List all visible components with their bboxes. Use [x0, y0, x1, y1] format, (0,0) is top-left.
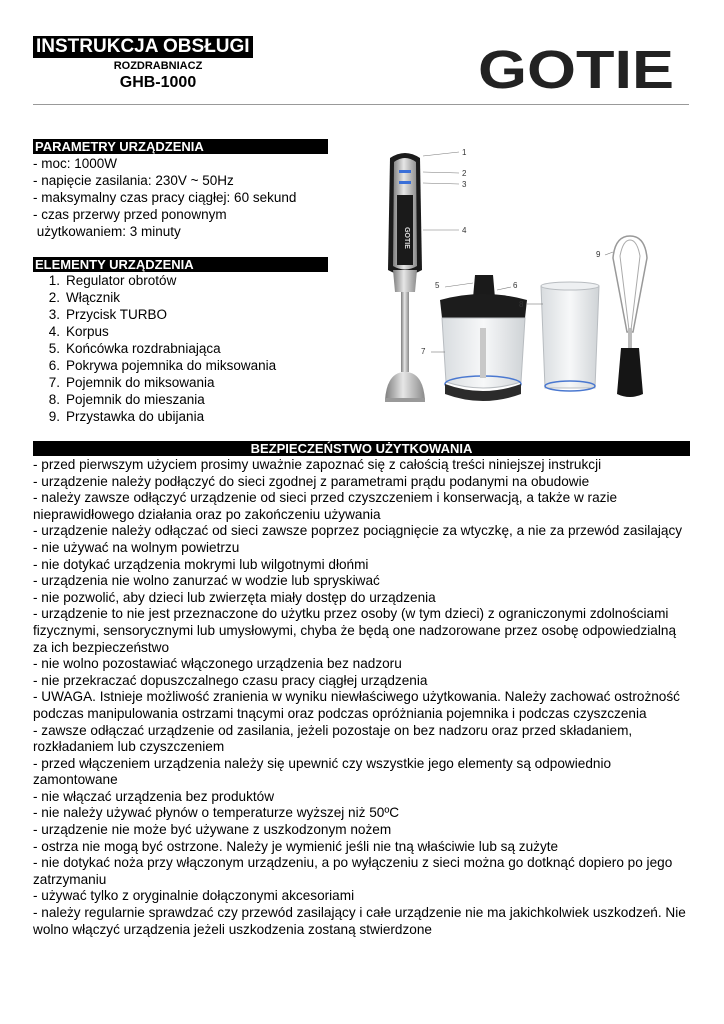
- document-title: INSTRUKCJA OBSŁUGI: [33, 36, 253, 58]
- param-line: - maksymalny czas pracy ciągłej: 60 sekund: [33, 190, 297, 205]
- svg-text:8: 8: [519, 300, 524, 309]
- safety-rule: - nie dotykać urządzenia mokrymi lub wilgotnymi dłońmi: [33, 556, 369, 572]
- safety-rule: - przed pierwszym użyciem prosimy uważnie zapoznać się z całością treści niniejszej instrukcji: [33, 457, 602, 472]
- list-item: 3. Przycisk TURBO: [48, 307, 168, 322]
- svg-text:2: 2: [462, 169, 467, 178]
- list-item: 8. Pojemnik do mieszania: [48, 392, 205, 407]
- svg-text:4: 4: [462, 226, 467, 235]
- safety-heading: BEZPIECZEŃSTWO UŻYTKOWANIA: [33, 441, 690, 456]
- mixing-beaker: [541, 282, 599, 391]
- param-line: użytkowaniem: 3 minuty: [33, 224, 181, 239]
- safety-rule: - przed włączeniem urządzenia należy się upewnić czy wszystkie jego elementy są odpowiednio zamontowane: [33, 755, 612, 788]
- safety-rule: - urządzenia nie wolno zanurzać w wodzie lub spryskiwać: [33, 573, 380, 589]
- whisk-attachment: [613, 236, 647, 397]
- parameters-section: [33, 139, 328, 240]
- list-item: 1. Regulator obrotów: [48, 273, 177, 288]
- safety-rule: - UWAGA. Istnieje możliwość zranienia w wyniku niewłaściwego użytkowania. Należy zachować ostrożność podczas manipulowania ostrzami tnącymi oraz podczas opróżniania pojemnika i podczas czyszczenia: [33, 689, 680, 721]
- brand-logo: [478, 44, 676, 94]
- svg-text:GOTIE: GOTIE: [478, 44, 674, 94]
- safety-rule: - urządzenie należy podłączyć do sieci zgodnej z parametrami prądu podanymi na obudowie: [33, 473, 590, 489]
- list-item: 2. Włącznik: [48, 290, 121, 305]
- safety-rule: - nie włączać urządzenia bez produktów: [33, 788, 275, 804]
- svg-text:7: 7: [421, 347, 426, 356]
- safety-rule: - nie należy używać płynów o temperaturze wyższej niż 50ºC: [33, 805, 400, 821]
- safety-rule: - należy regularnie sprawdzać czy przewód zasilający i całe urządzenie nie ma jakichkolwiek uszkodzeń. Nie wolno włączyć urządzenia jeżeli uszkodzenia zostaną stwierdzone: [33, 905, 686, 937]
- safety-rule: - należy zawsze odłączyć urządzenie od sieci przed czyszczeniem i konserwacją, a także w razie nieprawidłowego działania oraz po zakończeniu używania: [33, 490, 618, 522]
- list-item: 4. Korpus: [48, 324, 109, 339]
- svg-text:9: 9: [596, 250, 601, 259]
- safety-rule: - urządzenie nie może być używane z uszkodzonym nożem: [33, 822, 392, 838]
- safety-rule: - nie wolno pozostawiać włączonego urządzenia bez nadzoru: [33, 656, 402, 672]
- safety-rule: - urządzenie należy odłączać od sieci zawsze poprzez pociągnięcie za wtyczkę, a nie za przewód zasilający: [33, 523, 683, 539]
- safety-rule: - nie dotykać noża przy włączonym urządzeniu, a po wyłączeniu z sieci można go dotknąć dopiero po jego zatrzymaniu: [33, 855, 673, 887]
- list-item: 5. Końcówka rozdrabniająca: [48, 341, 221, 356]
- product-type: ROZDRABNIACZ: [113, 60, 203, 72]
- svg-text:6: 6: [513, 281, 518, 290]
- svg-text:5: 5: [435, 281, 440, 290]
- list-item: 9. Przystawka do ubijania: [48, 409, 205, 424]
- elements-section: [33, 257, 328, 425]
- safety-rule: - ostrza nie mogą być ostrzone. Należy je wymienić jeśli nie tną właściwie lub są zużyte: [33, 838, 559, 854]
- hand-blender: [385, 153, 425, 402]
- elements-heading: ELEMENTY URZĄDZENIA: [33, 257, 328, 272]
- safety-rule: - nie używać na wolnym powietrzu: [33, 539, 240, 555]
- safety-rule: - zawsze odłączać urządzenie od zasilania, jeżeli pozostaje on bez nadzoru oraz przed składaniem, rozkładaniem lub czyszczeniem: [33, 722, 633, 755]
- svg-text:3: 3: [462, 180, 467, 189]
- header-divider: [33, 104, 689, 105]
- safety-rule: - nie przekraczać dopuszczalnego czasu pracy ciągłej urządzenia: [33, 672, 428, 688]
- safety-rule: - nie pozwolić, aby dzieci lub zwierzęta miały dostęp do urządzenia: [33, 589, 436, 605]
- param-line: - moc: 1000W: [33, 156, 118, 171]
- svg-text:1: 1: [462, 148, 467, 157]
- safety-rule: - urządzenie to nie jest przeznaczone do użytku przez osoby (w tym dzieci) z ograniczonymi zdolnościami fizycznymi, sensorycznymi lub umysłowymi, chyba że będą one nadzorowane przez osobę odpowiedzialną za ich bezpieczeństwo: [33, 606, 677, 655]
- param-line: - napięcie zasilania: 230V ~ 50Hz: [33, 173, 234, 188]
- product-diagram: [345, 140, 685, 430]
- document-header: [33, 36, 283, 92]
- elements-list: [33, 272, 328, 425]
- safety-section: [33, 441, 690, 938]
- safety-rule: - używać tylko z oryginalnie dołączonymi akcesoriami: [33, 888, 355, 904]
- parameters-heading: PARAMETRY URZĄDZENIA: [33, 139, 328, 154]
- chopper-bowl: [440, 275, 527, 401]
- list-item: 6. Pokrywa pojemnika do miksowania: [48, 358, 277, 373]
- list-item: 7. Pojemnik do miksowania: [48, 375, 215, 390]
- model-number: GHB-1000: [119, 74, 197, 91]
- param-line: - czas przerwy przed ponownym: [33, 207, 227, 222]
- svg-text:GOTIE: GOTIE: [403, 227, 410, 249]
